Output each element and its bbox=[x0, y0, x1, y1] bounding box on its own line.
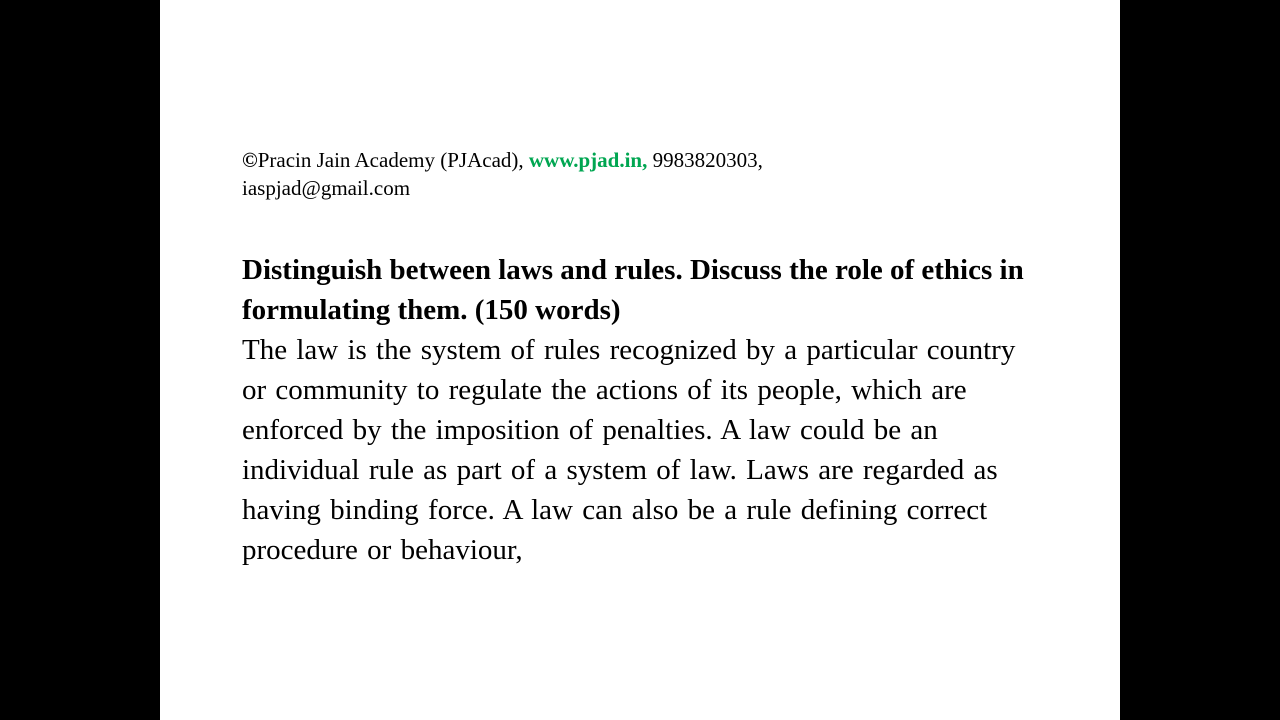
slide bbox=[160, 0, 1120, 720]
email-address: iaspjad@gmail.com bbox=[242, 176, 411, 200]
answer-text: The law is the system of rules recognized by a particular country or community to regulate the actions of its people, which are enforced by the imposition of penalties. A law could be an individual rule as part of a system of law. Laws are regarded as having binding force. A law can also be a rule defining correct procedure or behaviour, bbox=[242, 334, 1016, 566]
phone-number: 9983820303, bbox=[647, 148, 763, 172]
header-line bbox=[242, 146, 1042, 202]
organization-name: Pracin Jain Academy (PJAcad), bbox=[257, 148, 529, 172]
copyright-icon: © bbox=[242, 148, 258, 172]
slide-content bbox=[242, 146, 1042, 570]
question-heading: Distinguish between laws and rules. Discuss the role of ethics in formulating them. (150 words) bbox=[242, 254, 1024, 326]
website-link: www.pjad.in, bbox=[528, 148, 648, 172]
